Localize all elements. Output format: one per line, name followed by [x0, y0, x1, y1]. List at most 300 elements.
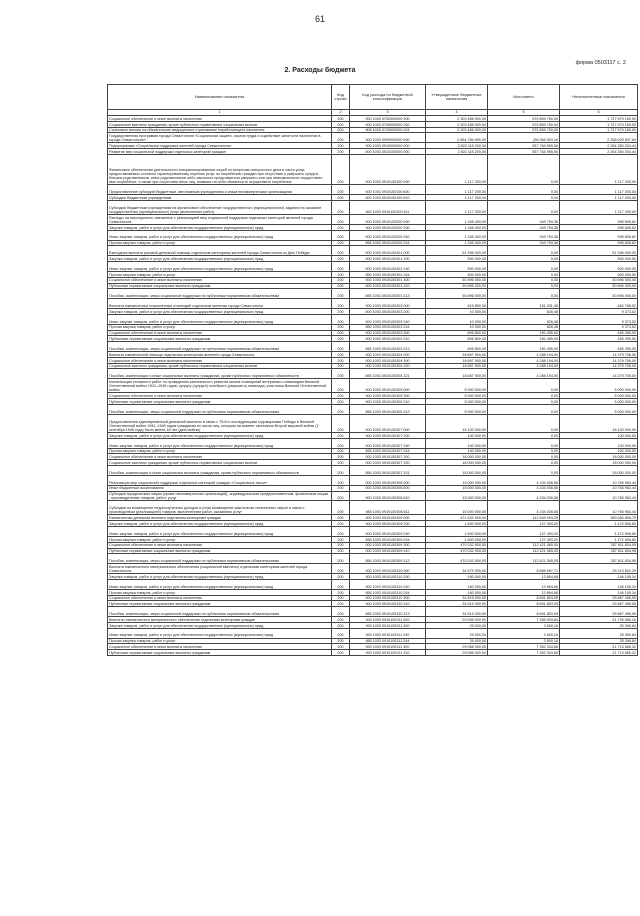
row-name: Реализация мер социальной поддержки отдельных категорий граждан «Социальное такси»	[108, 475, 332, 485]
row-done: 0,00	[488, 271, 560, 277]
row-done: 0,00	[488, 454, 560, 460]
row-rest: 51 396 000,00	[560, 246, 638, 256]
row-name: Государственная программа города Севастополя «Социальная защита, охрана труда и содействие занятости населения в городе Севастополе»	[108, 133, 332, 143]
header-done: Исполнено	[488, 85, 560, 110]
row-plan: 2 303 456 900,00	[426, 116, 488, 122]
row-name: Пособия, компенсации, меры социальной поддержки по публичным нормативным обязательствам	[108, 342, 332, 352]
col-index: 5	[488, 110, 560, 116]
row-rest: 1 117 200,00	[560, 195, 638, 201]
row-plan: 29 066 000,00	[426, 644, 488, 650]
row-kbk: 000 1003 0910100311 000	[350, 617, 426, 623]
row-code: 200	[332, 289, 350, 299]
table-row	[108, 262, 638, 272]
col-index: 1	[108, 110, 332, 116]
row-code: 200	[332, 121, 350, 127]
row-rest: 500 000,00	[560, 262, 638, 272]
row-plan: 1 600 000,00	[426, 527, 488, 537]
row-done: 3 600,16	[488, 622, 560, 628]
row-kbk: 000 1003 0910100305 300	[350, 393, 426, 399]
header-plan: Утвержденные бюджетные назначения	[426, 85, 488, 110]
row-kbk: 000 1003 0910100310 240	[350, 579, 426, 589]
row-name: Пособия, компенсации и иные социальные выплаты гражданам, кроме публичных нормативных обязательств	[108, 369, 332, 379]
row-rest: 1 727 579 150,00	[560, 116, 638, 122]
row-kbk: 855 1003 0910100304 321	[350, 369, 426, 379]
row-rest: 10 765 963,44	[560, 485, 638, 491]
row-rest: 146 105,34	[560, 574, 638, 580]
row-code: 200	[332, 256, 350, 262]
row-done: 626,48	[488, 309, 560, 315]
row-done: 557 764 995,56	[488, 149, 560, 155]
row-name: Прочая закупка товаров, работ и услуг	[108, 271, 332, 277]
row-name: Закупка товаров, работ и услуг для обеспечения государственных (муниципальных) нужд	[108, 622, 332, 628]
row-rest: 455 395,00	[560, 342, 638, 352]
row-plan: 470 032 900,00	[426, 554, 488, 564]
table-row	[108, 230, 638, 240]
row-kbk: 000 1003 0910100309 300	[350, 542, 426, 548]
row-plan: 605 800,00	[426, 342, 488, 352]
row-rest: 464 768,52	[560, 299, 638, 309]
row-done: 8 651 803,05	[488, 607, 560, 617]
row-rest: 357 611 834,95	[560, 548, 638, 554]
row-done: 127 493,20	[488, 536, 560, 542]
row-name: Закупка товаров, работ и услуг для обеспечения государственных (муниципальных) нужд	[108, 432, 332, 438]
row-plan: 34 519 300,00	[426, 607, 488, 617]
row-rest: 995 605,62	[560, 224, 638, 230]
form-label: форма 0503117 с. 2	[575, 60, 626, 66]
row-name: Выплата ежемесячной помощи отдельным категориям жителей города Севастополя	[108, 352, 332, 358]
row-code: 200	[332, 277, 350, 283]
row-kbk: 855 1003 0910100301 313	[350, 289, 426, 299]
row-rest: 18 000 000,00	[560, 465, 638, 475]
table-row	[108, 527, 638, 537]
row-done: 0,00	[488, 200, 560, 214]
row-code: 200	[332, 246, 350, 256]
row-plan: 1 345 400,00	[426, 214, 488, 224]
row-plan: 605 800,00	[426, 336, 488, 342]
row-kbk: 842 1003 0910100100 611	[350, 200, 426, 214]
row-rest: 995 605,62	[560, 214, 638, 224]
row-done: 8 665 697,71	[488, 564, 560, 574]
table-header-row	[108, 85, 638, 110]
row-rest: 50 896 000,00	[560, 277, 638, 283]
row-name: Социальное обеспечение и иные выплаты населению	[108, 454, 332, 460]
row-done: 112 421 065,05	[488, 542, 560, 548]
section-title: 2. Расходы бюджета	[284, 67, 356, 74]
row-kbk: 000 1003 0910100310 300	[350, 595, 426, 601]
table-row	[108, 289, 638, 299]
col-index: 6	[560, 110, 638, 116]
row-name: Выплата ежемесячных пожизненных стипендий отдельным жителям города Севастополя	[108, 299, 332, 309]
row-rest: 25 867 496,95	[560, 601, 638, 607]
row-rest: 26 013 602,29	[560, 564, 638, 574]
row-name: Выплаты ежемесячного материального обеспечения отдельным категориям граждан	[108, 617, 332, 623]
row-rest: 455 395,00	[560, 330, 638, 336]
row-plan: 5 000 000,00	[426, 399, 488, 405]
row-kbk: 000 1003 0910100301 300	[350, 277, 426, 283]
row-done: 4 234 036,56	[488, 475, 560, 485]
row-code: 200	[332, 363, 350, 369]
row-done: 0,00	[488, 246, 560, 256]
row-plan: 1 345 400,00	[426, 230, 488, 240]
row-name: Прочая закупка товаров, работ и услуг	[108, 448, 332, 454]
row-done: 112 421 065,05	[488, 554, 560, 564]
row-kbk: 000 1003 0910100301 200	[350, 256, 426, 262]
row-plan: 18 667 900,00	[426, 369, 488, 379]
row-code: 200	[332, 342, 350, 352]
row-kbk: 000 1003 0910100307 320	[350, 460, 426, 466]
table-row	[108, 475, 638, 485]
table-row	[108, 501, 638, 515]
row-done: 4 288 194,00	[488, 363, 560, 369]
row-code: 200	[332, 149, 350, 155]
row-done: 112 421 065,05	[488, 548, 560, 554]
row-plan: 2 303 456 900,00	[426, 121, 488, 127]
row-code: 200	[332, 324, 350, 330]
row-name: Пособия, компенсации, меры социальной поддержки по публичным нормативным обязательствам	[108, 554, 332, 564]
table-row	[108, 214, 638, 224]
header-code: Код строки	[332, 85, 350, 110]
table-row	[108, 379, 638, 393]
table-row	[108, 579, 638, 589]
row-kbk: 000 1003 0910100100 600	[350, 185, 426, 195]
row-rest: 10 765 963,44	[560, 501, 638, 515]
row-name: Пособия, компенсации и иные социальные выплаты гражданам, кроме публичных нормативных обязательств	[108, 465, 332, 475]
row-name: Выплата ежемесячного материального обеспечения (социальной выплаты) отдельным категориям жителей города Севастополя	[108, 564, 332, 574]
row-kbk: 855 1003 0910100303 313	[350, 342, 426, 352]
row-done: 0,00	[488, 256, 560, 262]
table-row	[108, 628, 638, 638]
row-plan: 1 345 400,00	[426, 224, 488, 230]
row-kbk: 855 1003 0910100307 244	[350, 448, 426, 454]
row-done: 150 405,00	[488, 342, 560, 352]
row-name: Иные закупки товаров, работ и услуг для обеспечения государственных (муниципальных) нужд	[108, 579, 332, 589]
row-done: (96 364 903,16	[488, 133, 560, 143]
row-kbk: 000 1003 0910100311 240	[350, 628, 426, 638]
row-name: Закупка товаров, работ и услуг для обеспечения государственных (муниципальных) нужд	[108, 256, 332, 262]
row-plan: 29 000,00	[426, 638, 488, 644]
row-done: 7 352 334,68	[488, 650, 560, 656]
row-name: Субсидии юридическим лицам (кроме некоммерческих организаций), индивидуальным предпринимателям, физическим лицам - производителям товаров, работ, услуг	[108, 491, 332, 501]
row-code: 200	[332, 283, 350, 289]
row-plan: 50 896 000,00	[426, 283, 488, 289]
row-name: Компенсация стоимости работ по проведению капитального ремонта жилых помещений ветеранам и инвалидам Великой Отечественной войны 1941–1945 годов, супругу (супруге) погибшего (умершего) инвалида, участника Великой Отечественной войны	[108, 379, 332, 393]
table-row	[108, 314, 638, 324]
row-done: 575 859 750,00	[488, 127, 560, 133]
row-name: Субсидии бюджетным учреждениям	[108, 195, 332, 201]
row-rest: 18 100 000,00	[560, 414, 638, 432]
row-code: 200	[332, 185, 350, 195]
row-rest: 357 611 834,95	[560, 554, 638, 564]
row-done: 0,00	[488, 399, 560, 405]
row-code: 200	[332, 379, 350, 393]
row-rest: 50 896 000,00	[560, 289, 638, 299]
row-plan: 51 396 000,00	[426, 246, 488, 256]
row-done: 150 405,00	[488, 330, 560, 336]
row-done: 0,00	[488, 277, 560, 283]
row-done: 0,00	[488, 460, 560, 466]
row-plan: 2 822 115 200,00	[426, 149, 488, 155]
row-done: 0,00	[488, 262, 560, 272]
row-code: 200	[332, 399, 350, 405]
row-done: 0,00	[488, 289, 560, 299]
row-code: 200	[332, 475, 350, 485]
table-row	[108, 133, 638, 143]
row-kbk: 000 1003 0900000000 000	[350, 133, 426, 143]
row-kbk: 000 1003 0910100310 310	[350, 601, 426, 607]
row-kbk: 000 1003 0910100309 310	[350, 548, 426, 554]
row-name: Публичные нормативные социальные выплаты гражданам	[108, 283, 332, 289]
row-kbk: 000 1003 0910100311 300	[350, 644, 426, 650]
row-code: 200	[332, 352, 350, 358]
row-kbk: 000 1003 0910100308 810	[350, 491, 426, 501]
row-name: Субсидии бюджетным учреждениям на финансовое обеспечение государственного (муниципального) задания на оказание государственных (муниципальных) услуг (выполнение работ)	[108, 200, 332, 214]
table-row	[108, 438, 638, 448]
row-rest: 2 258 029 847,84	[560, 133, 638, 143]
table-body	[108, 116, 638, 656]
row-kbk: 808 1003 0720000000 324	[350, 127, 426, 133]
row-rest: 9 373,52	[560, 324, 638, 330]
row-done: 4 234 036,56	[488, 491, 560, 501]
row-name: Подпрограмма «Социальная поддержка жителей города Севастополя»	[108, 143, 332, 149]
row-code: 200	[332, 127, 350, 133]
row-name: Прочая закупка товаров, работ и услуг	[108, 589, 332, 595]
row-kbk: 000 1003 0910100303 310	[350, 336, 426, 342]
row-name: Иные закупки товаров, работ и услуг для обеспечения государственных (муниципальных) нужд	[108, 628, 332, 638]
row-code: 200	[332, 501, 350, 515]
row-plan: 18 000 000,00	[426, 460, 488, 466]
row-done: 0,00	[488, 283, 560, 289]
row-rest: 18 000 000,00	[560, 454, 638, 460]
row-name: Иные закупки товаров, работ и услуг для обеспечения государственных (муниципальных) нужд	[108, 262, 332, 272]
row-kbk: 000 1003 0910100307 240	[350, 438, 426, 448]
row-name: Предоставление единовременной денежной выплаты в связи с 75-й и последующими годовщинами Победы в Великой Отечественной войне 1941–1945 годов гражданам из числа лиц, которым на момент окончания Второй мировой войны (2 сентября 1945 года) было менее 18 лет (дети войны)	[108, 414, 332, 432]
row-name: Пособия, компенсации, меры социальной поддержки по публичным нормативным обязательствам	[108, 289, 332, 299]
row-done: 7 355 934,84	[488, 617, 560, 623]
row-kbk: 000 1003 0910100200 000	[350, 214, 426, 224]
row-code: 200	[332, 617, 350, 623]
row-code: 200	[332, 579, 350, 589]
row-name: Социальное обеспечение и иные выплаты населению	[108, 595, 332, 601]
table-row	[108, 369, 638, 379]
row-plan: 10 000,00	[426, 314, 488, 324]
row-done: 13 894,66	[488, 574, 560, 580]
row-name: Социальное обеспечение и иные выплаты населению	[108, 644, 332, 650]
row-name: Пособия, компенсации, меры социальной поддержки по публичным нормативным обязательствам	[108, 607, 332, 617]
row-code: 200	[332, 515, 350, 521]
row-rest: 100 000,00	[560, 448, 638, 454]
row-plan: 18 667 900,00	[426, 363, 488, 369]
row-name: Развитие мер социальной поддержки отдельных категорий граждан	[108, 149, 332, 155]
row-kbk: 000 1003 0910100310 200	[350, 574, 426, 580]
row-rest: 995 605,62	[560, 230, 638, 240]
page-number: 61	[314, 14, 325, 24]
row-plan: 1 117 200,00	[426, 154, 488, 184]
row-name: Закупка товаров, работ и услуг для обеспечения государственных (муниципальных) нужд	[108, 309, 332, 315]
row-code: 200	[332, 644, 350, 650]
row-rest: 25 399,84	[560, 638, 638, 644]
row-rest: 357 611 834,95	[560, 542, 638, 548]
row-plan: 50 896 000,00	[426, 277, 488, 283]
col-index: 4	[426, 110, 488, 116]
row-code: 200	[332, 230, 350, 240]
row-name: Публичные нормативные социальные выплаты гражданам	[108, 650, 332, 656]
row-done: 557 764 995,56	[488, 143, 560, 149]
row-rest: 5 000 000,00	[560, 393, 638, 399]
row-name: Публичные нормативные социальные выплаты гражданам	[108, 399, 332, 405]
table-row	[108, 299, 638, 309]
table-row	[108, 554, 638, 564]
row-kbk: 000 1003 0910100304 320	[350, 363, 426, 369]
row-code: 200	[332, 393, 350, 399]
row-kbk: 000 1003 0910100308 800	[350, 485, 426, 491]
row-code: 200	[332, 460, 350, 466]
row-name: Иные закупки товаров, работ и услуг для обеспечения государственных (муниципальных) нужд	[108, 438, 332, 448]
row-rest: 14 379 706,00	[560, 363, 638, 369]
row-plan: 5 000 000,00	[426, 379, 488, 393]
row-plan: 29 066 000,00	[426, 650, 488, 656]
row-kbk: 855 1003 0910100309 313	[350, 554, 426, 564]
row-code: 200	[332, 357, 350, 363]
row-code: 200	[332, 432, 350, 438]
row-done: 4 288 194,00	[488, 357, 560, 363]
row-plan: 15 000 000,00	[426, 485, 488, 491]
table-row	[108, 564, 638, 574]
row-done: 0,00	[488, 379, 560, 393]
row-done: 8 651 803,05	[488, 595, 560, 601]
row-rest: 5 000 000,00	[560, 399, 638, 405]
row-done: 151 031,48	[488, 299, 560, 309]
row-done: 0,00	[488, 448, 560, 454]
row-plan: 500 000,00	[426, 262, 488, 272]
row-rest: 100 000,00	[560, 438, 638, 448]
row-rest: 5 000 000,00	[560, 379, 638, 393]
row-kbk: 855 1003 0910100301 244	[350, 271, 426, 277]
row-plan: 29 000,00	[426, 622, 488, 628]
row-plan: 100 000,00	[426, 432, 488, 438]
row-done: 150 405,00	[488, 336, 560, 342]
row-code: 200	[332, 465, 350, 475]
row-name: Социальное обеспечение и иные выплаты населению	[108, 116, 332, 122]
row-plan: 470 032 900,00	[426, 542, 488, 548]
row-kbk: 000 1003 0910100303 000	[350, 299, 426, 309]
row-plan: 34 519 300,00	[426, 601, 488, 607]
row-name: Прочая закупка товаров, работ и услуг	[108, 324, 332, 330]
row-plan: 18 000 000,00	[426, 454, 488, 460]
row-plan: 2 854 784 990,00	[426, 133, 488, 143]
row-kbk: 000 1003 0910100309 000	[350, 515, 426, 521]
row-rest: 1 472 506,80	[560, 527, 638, 537]
row-done: 0,00	[488, 185, 560, 195]
row-code: 200	[332, 601, 350, 607]
row-name: Социальное обеспечение и иные выплаты населению	[108, 277, 332, 283]
row-plan: 18 667 900,00	[426, 352, 488, 358]
row-done: 0,00	[488, 154, 560, 184]
row-name: Субсидии на возмещение недополученных доходов и (или) возмещение фактически понесенных затрат в связи с производством (реализацией) товаров, выполнением работ, оказанием услуг	[108, 501, 332, 515]
row-name: Публичные нормативные социальные выплаты гражданам	[108, 336, 332, 342]
row-plan: 34 679 300,00	[426, 564, 488, 574]
row-plan: 29 095 000,00	[426, 617, 488, 623]
row-plan: 100 000,00	[426, 438, 488, 448]
row-code: 200	[332, 404, 350, 414]
row-kbk: 000 1003 0910100307 000	[350, 414, 426, 432]
row-rest: 21 739 065,16	[560, 617, 638, 623]
row-name: Социальное обеспечение и иные выплаты населению	[108, 357, 332, 363]
row-name: Иные закупки товаров, работ и услуг для обеспечения государственных (муниципальных) нужд	[108, 527, 332, 537]
row-done: 127 493,20	[488, 521, 560, 527]
row-kbk: 000 1003 0700000000 320	[350, 121, 426, 127]
row-kbk: 855 1003 0910100310 244	[350, 589, 426, 595]
row-done: 0,00	[488, 465, 560, 475]
row-name: Иные закупки товаров, работ и услуг для обеспечения государственных (муниципальных) нужд	[108, 230, 332, 240]
row-kbk: 000 1003 0910100304 000	[350, 352, 426, 358]
row-name: Закупка товаров, работ и услуг для обеспечения государственных (муниципальных) нужд	[108, 224, 332, 230]
row-plan: 50 896 000,00	[426, 289, 488, 299]
row-done: 0,00	[488, 404, 560, 414]
row-plan: 2 822 115 200,00	[426, 143, 488, 149]
row-kbk: 000 1003 0910100303 200	[350, 309, 426, 315]
row-name: Предоставление субсидий бюджетным, автономным учреждениям и иным некоммерческим организациям	[108, 185, 332, 195]
table-row	[108, 185, 638, 195]
row-name: Публичные нормативные социальные выплаты гражданам	[108, 601, 332, 607]
row-plan: 1 117 200,00	[426, 185, 488, 195]
row-rest: 100 000,00	[560, 432, 638, 438]
row-rest: 21 713 665,32	[560, 650, 638, 656]
row-rest: 14 379 706,00	[560, 352, 638, 358]
row-done: 349 794,38	[488, 230, 560, 240]
table-row	[108, 154, 638, 184]
row-plan: 160 000,00	[426, 579, 488, 589]
row-code: 200	[332, 607, 350, 617]
col-index: 3	[350, 110, 426, 116]
row-kbk: 000 1003 0910100307 300	[350, 454, 426, 460]
row-rest: 14 379 706,00	[560, 357, 638, 363]
row-rest: 455 395,00	[560, 336, 638, 342]
row-plan: 1 345 400,00	[426, 240, 488, 246]
row-code: 200	[332, 554, 350, 564]
row-kbk: 000 1003 0910100308 000	[350, 475, 426, 485]
row-code: 200	[332, 595, 350, 601]
row-rest: 18 000 000,00	[560, 460, 638, 466]
row-name: Пособия, компенсации, меры социальной поддержки по публичным нормативным обязательствам	[108, 404, 332, 414]
row-code: 200	[332, 330, 350, 336]
row-kbk: 000 1003 0910100303 240	[350, 314, 426, 324]
table-row	[108, 607, 638, 617]
row-name: Прочая закупка товаров, работ и услуг	[108, 536, 332, 542]
row-code: 200	[332, 622, 350, 628]
row-kbk: 000 1003 0910100307 200	[350, 432, 426, 438]
row-code: 200	[332, 299, 350, 309]
table-row	[108, 491, 638, 501]
row-name: Ежегодная выплата разовой денежной помощи отдельным категориям жителей города Севастополя ко Дню Победы	[108, 246, 332, 256]
row-rest: 25 867 496,95	[560, 595, 638, 601]
row-name: Социальные выплаты гражданам, кроме публичных нормативных социальных выплат	[108, 363, 332, 369]
row-rest: 1 727 579 150,00	[560, 121, 638, 127]
row-code: 200	[332, 485, 350, 491]
row-name: Расходы на мероприятия, связанные с реализацией мер социальной поддержки отдельных категорий жителей города Севастополя	[108, 214, 332, 224]
row-done: 0,00	[488, 432, 560, 438]
row-kbk: 000 1003 0910100000 000	[350, 149, 426, 155]
row-plan: 10 000,00	[426, 324, 488, 330]
row-plan: 34 519 300,00	[426, 595, 488, 601]
row-kbk: 000 1003 0910100305 000	[350, 379, 426, 393]
row-kbk: 855 1003 0910100310 313	[350, 607, 426, 617]
row-code: 200	[332, 336, 350, 342]
row-plan: 615 800,00	[426, 299, 488, 309]
row-done: 0,00	[488, 393, 560, 399]
table-row	[108, 650, 638, 656]
row-name: Закупка товаров, работ и услуг для обеспечения государственных (муниципальных) нужд	[108, 521, 332, 527]
row-kbk: 000 1003 0910100309 200	[350, 521, 426, 527]
